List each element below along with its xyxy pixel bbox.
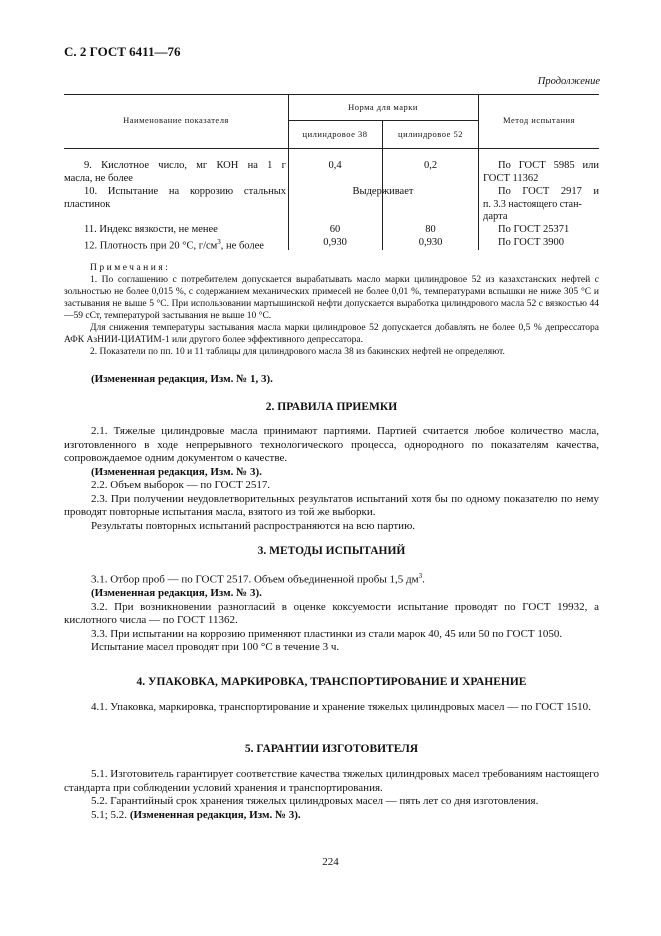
section-5-body bbox=[64, 768, 599, 822]
note-1: 1. По соглашению с потребителем допускается вырабатывать масло марки цилиндровое 52 из казахстанских нефтей с зольностью не более 0,015 %, с содержанием механических примесей не более 0,01 %, температурами вспышки не ниже 305 °С и застывания не выше 5 °С. При использовании мартышинской нефти допускается выработка цилиндрового масла 52 с вязкостью 44—59 сСт, температурой застывания не выше 10 °С. bbox=[64, 275, 599, 321]
row-12-name-text: 12. Плотность при 20 °С, г/см bbox=[84, 240, 218, 252]
para-2-2: 2.2. Объем выборок — по ГОСТ 2517. bbox=[91, 479, 271, 491]
para-2-3: 2.3. При получении неудовлетворительных результатов испытаний хотя бы по одному показателю по нему проводят повторные испытания масла, взятого из той же выборки. bbox=[64, 492, 599, 518]
para-3-3: 3.3. При испытании на коррозию применяют пластинки из стали марок 40, 45 или 50 по ГОСТ 1050. bbox=[91, 627, 563, 640]
row-11-value-38: 60 bbox=[329, 224, 341, 235]
note-1b: Для снижения температуры застывания масла марки цилиндровое 52 допускается добавлять не более 0,5 % депрессатора АФК АзНИИ-ЦИАТИМ-1 или другого более эффективного депрессатора. bbox=[64, 323, 599, 345]
section-2-body bbox=[64, 425, 599, 533]
para-3-2: 3.2. При возникновении разногласий в оценке коксуемости испытание проводят по ГОСТ 19932, а кислотного числа — по ГОСТ 11362. bbox=[64, 600, 599, 627]
edit-note-3-1: (Измененная редакция, Изм. № 3). bbox=[91, 587, 262, 600]
para-3-1-sup: 3 bbox=[418, 572, 423, 580]
edit-note-5 bbox=[64, 809, 599, 823]
row-9-name-line1: 9. Кислотное число, мг КОН на 1 г bbox=[84, 160, 286, 171]
para-3-1-text: 3.1. Отбор проб — по ГОСТ 2517. Объем объединенной пробы 1,5 дм bbox=[91, 573, 419, 586]
row-9-value-52: 0,2 bbox=[423, 160, 438, 171]
table-header-norm: Норма для марки bbox=[348, 102, 418, 112]
table-header-method: Метод испытания bbox=[503, 115, 575, 125]
row-11-method: По ГОСТ 25371 bbox=[498, 224, 570, 235]
table-continued-label: Продолжение bbox=[537, 76, 600, 87]
section-3-title: 3. МЕТОДЫ ИСПЫТАНИЙ bbox=[257, 545, 406, 557]
row-10-method-line3: дарта bbox=[483, 211, 508, 222]
row-12-value-52: 0,930 bbox=[418, 237, 443, 248]
para-5-1: 5.1. Изготовитель гарантирует соответствие качества тяжелых цилиндровых масел требованиям настоящего стандарта при соблюдении условий хранения и транспортирования. bbox=[64, 768, 599, 794]
edit-note-5-text: (Измененная редакция, Изм. № 3). bbox=[129, 808, 301, 821]
row-9-method-line2: ГОСТ 11362 bbox=[483, 173, 539, 184]
row-10-method-line1: По ГОСТ 2917 и bbox=[498, 186, 599, 197]
para-2-1: 2.1. Тяжелые цилиндровые масла принимают партиями. Партией считается любое количество масла, изготовленного в ходе непрерывного технологического процесса, однородного по показателям качества, сопровождаемое одним документом о качестве. bbox=[64, 425, 599, 464]
row-9-name-line2: масла, не более bbox=[64, 173, 133, 184]
row-12-name-sup: 3 bbox=[217, 238, 221, 246]
table-header-norm-38: цилиндровое 38 bbox=[302, 129, 368, 139]
table-header-bottom-rule bbox=[64, 148, 599, 149]
page-header-title: С. 2 ГОСТ 6411—76 bbox=[64, 44, 181, 59]
para-3-1 bbox=[64, 570, 599, 587]
section-4-body bbox=[64, 701, 599, 715]
table-notes bbox=[64, 262, 599, 358]
para-2-3b: Результаты повторных испытаний распространяются на всю партию. bbox=[91, 519, 416, 532]
row-11-value-52: 80 bbox=[425, 224, 436, 235]
row-12-name-suffix: , не более bbox=[220, 240, 264, 252]
row-9-value-38: 0,4 bbox=[328, 160, 342, 171]
row-12-method: По ГОСТ 3900 bbox=[498, 237, 565, 248]
para-4-1: 4.1. Упаковка, маркировка, транспортирование и хранение тяжелых цилиндровых масел — по ГОСТ 1510. bbox=[91, 701, 591, 713]
row-12-name bbox=[84, 236, 288, 253]
section-3-body bbox=[64, 570, 599, 655]
note-2: 2. Показатели по пп. 10 и 11 таблицы для цилиндрового масла 38 из бакинских нефтей не определяют. bbox=[90, 347, 505, 357]
para-5-2: 5.2. Гарантийный срок хранения тяжелых цилиндровых масел — пять лет со дня изготовления. bbox=[91, 795, 539, 807]
edit-note-1-3 bbox=[64, 373, 599, 387]
row-9-method-line1: По ГОСТ 5985 или bbox=[498, 160, 599, 171]
table-header-name: Наименование показателя bbox=[123, 115, 229, 125]
row-10-name-line1: 10. Испытание на коррозию стальных bbox=[84, 186, 286, 197]
row-12-value-38: 0,930 bbox=[323, 237, 347, 248]
edit-note-5-prefix: 5.1; 5.2. bbox=[91, 808, 128, 821]
para-3-1-end: . bbox=[422, 573, 425, 586]
page-number: 224 bbox=[322, 856, 339, 868]
table-subheader-rule bbox=[288, 120, 479, 121]
para-3-3b: Испытание масел проводят при 100 °С в течение 3 ч. bbox=[91, 641, 340, 654]
row-10-name-line2: пластинок bbox=[64, 199, 111, 210]
notes-heading: Примечания: bbox=[90, 263, 171, 273]
table-header-norm-52: цилиндровое 52 bbox=[398, 129, 463, 139]
row-10-value-merged: Выдерживает bbox=[352, 186, 414, 197]
edit-note-2-1: (Измененная редакция, Изм. № 3). bbox=[91, 465, 262, 478]
section-5-title: 5. ГАРАНТИИ ИЗГОТОВИТЕЛЯ bbox=[244, 743, 419, 755]
row-10-method-line2: п. 3.3 настоящего стан- bbox=[483, 199, 582, 210]
section-2-title: 2. ПРАВИЛА ПРИЕМКИ bbox=[265, 401, 398, 413]
row-11-name: 11. Индекс вязкости, не менее bbox=[84, 224, 218, 235]
edit-note-1-3-text: (Измененная редакция, Изм. № 1, 3). bbox=[91, 373, 273, 385]
section-4-title: 4. УПАКОВКА, МАРКИРОВКА, ТРАНСПОРТИРОВАНИЕ И ХРАНЕНИЕ bbox=[136, 676, 527, 688]
table-top-rule bbox=[64, 94, 599, 95]
